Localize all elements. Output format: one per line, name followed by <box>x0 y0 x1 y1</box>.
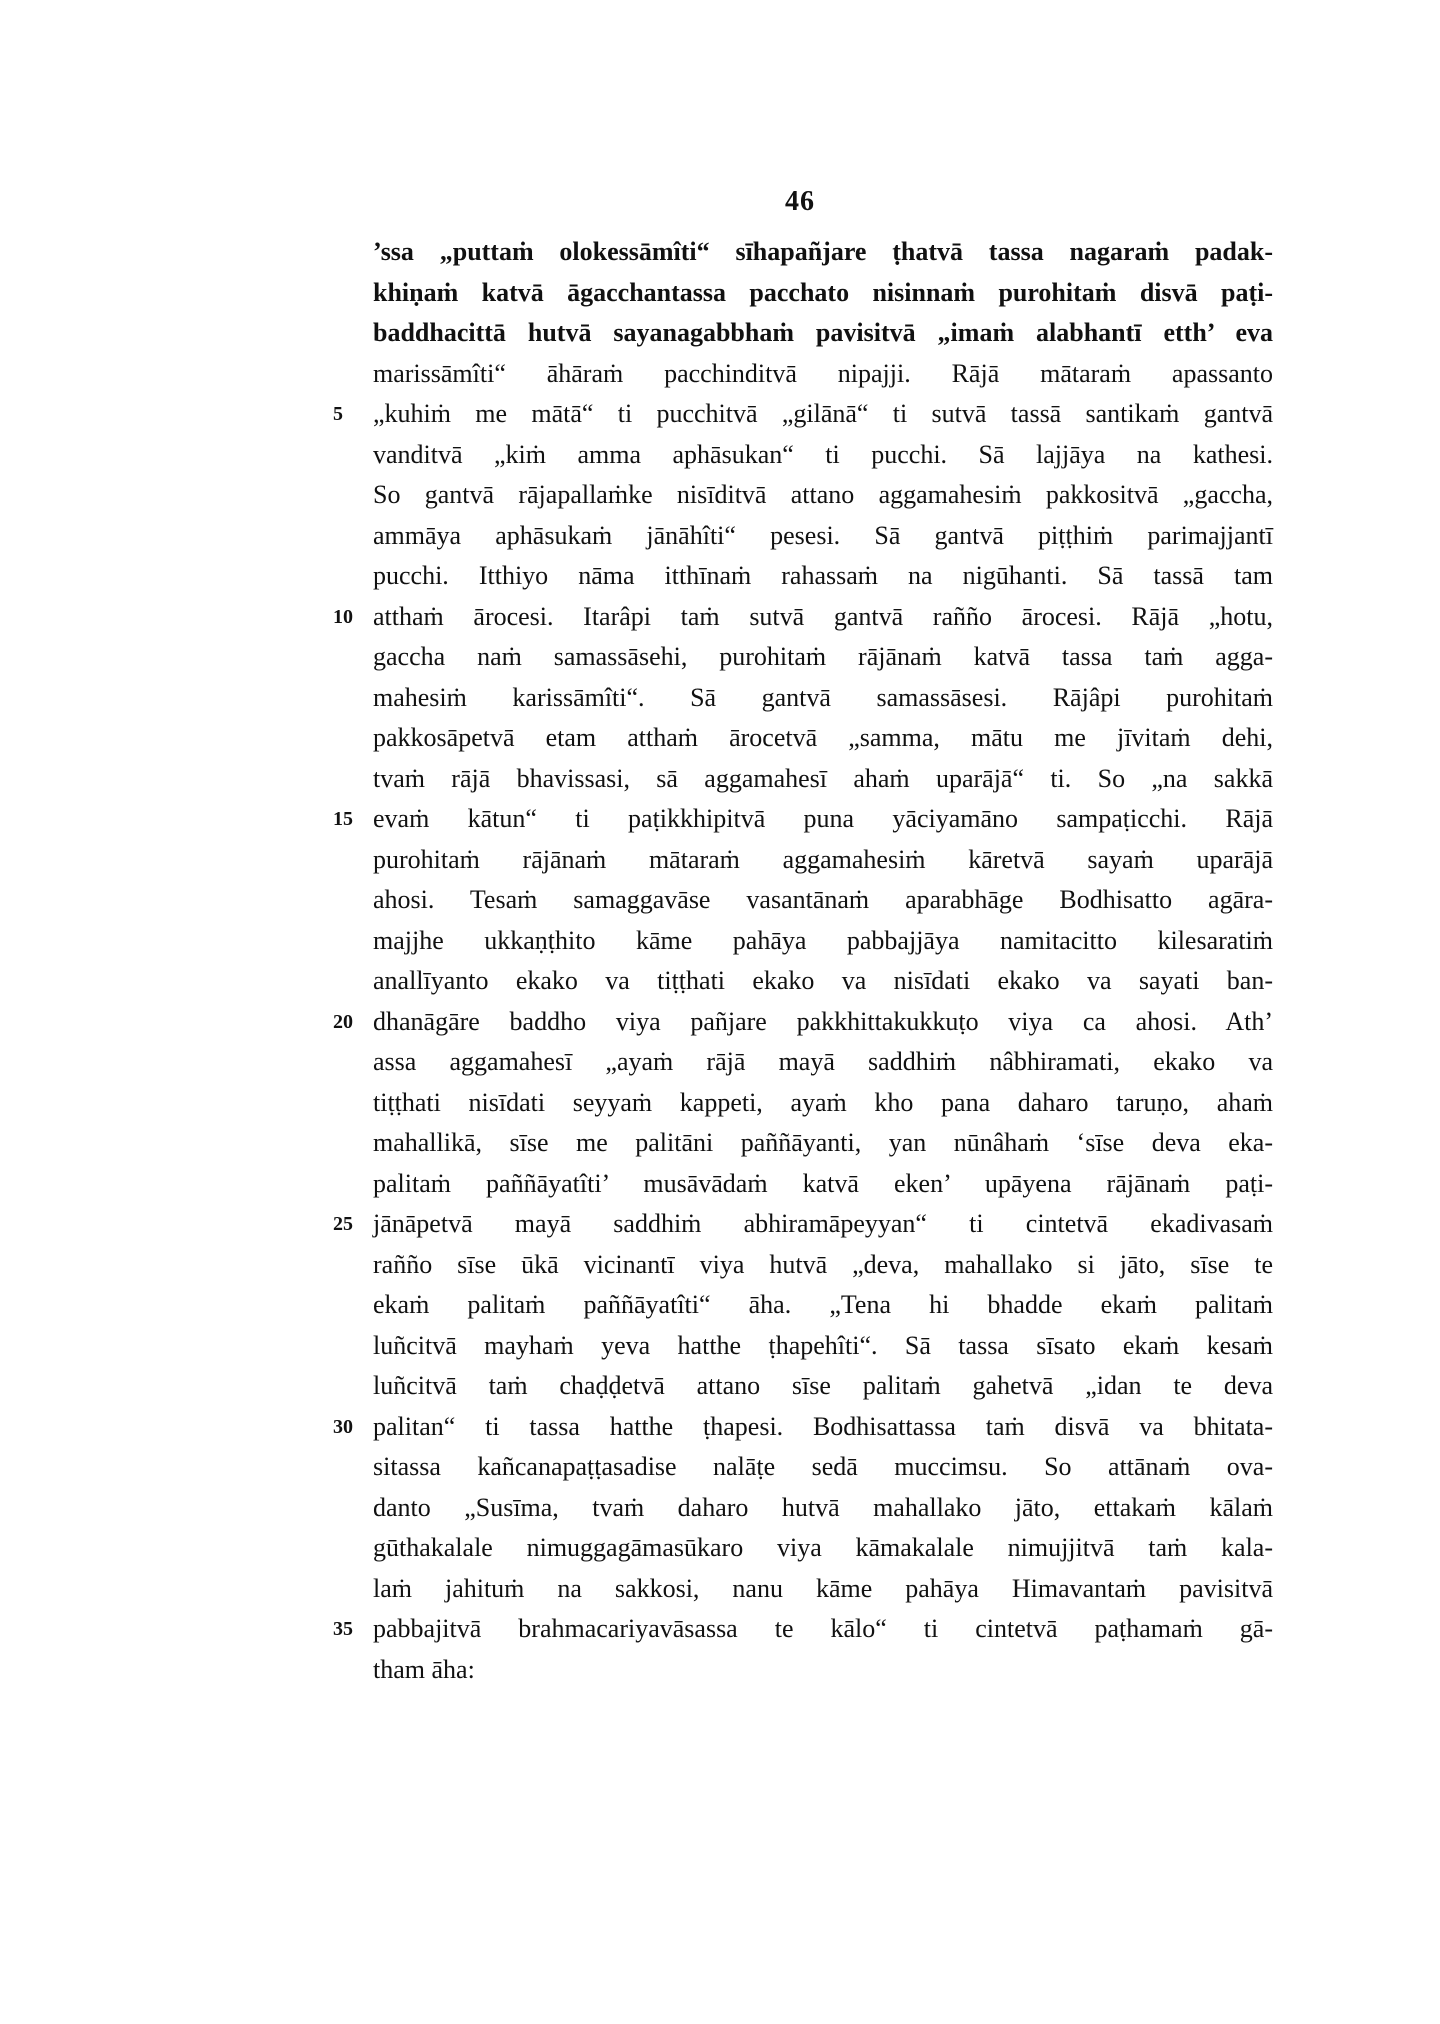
text-line <box>373 475 1273 516</box>
text-line <box>373 1650 1273 1691</box>
line-text: laṁ jahituṁ na sakkosi, nanu kāme pahāya Himavantaṁ pavisitvā <box>373 1573 1273 1603</box>
line-text: anallīyanto ekako va tiṭṭhati ekako va nisīdati ekako va sayati ban- <box>373 966 1273 995</box>
text-line <box>373 759 1273 800</box>
text-line <box>373 313 1273 354</box>
line-text: „kuhiṁ me mātā“ ti pucchitvā „gilānā“ ti sutvā tassā santikaṁ gantvā <box>373 399 1273 428</box>
line-text: tvaṁ rājā bhavissasi, sā aggamahesī ahaṁ uparājā“ ti. So „na sakkā <box>373 763 1273 793</box>
text-line <box>333 1609 1273 1650</box>
line-text: baddhacittā hutvā sayanagabbhaṁ pavisitvā „imaṁ alabhantī etth’ eva <box>373 318 1273 347</box>
text-line <box>373 1083 1273 1124</box>
line-text: luñcitvā taṁ chaḍḍetvā attano sīse palitaṁ gahetvā „idan te deva <box>373 1371 1273 1400</box>
line-text: pucchi. Itthiyo nāma itthīnaṁ rahassaṁ na nigūhanti. Sā tassā tam <box>373 561 1273 590</box>
line-text: danto „Susīma, tvaṁ daharo hutvā mahallako jāto, ettakaṁ kālaṁ <box>373 1492 1273 1522</box>
line-number: 15 <box>333 808 353 830</box>
text-line <box>373 1528 1273 1569</box>
line-text: tham āha: <box>373 1654 475 1684</box>
text-line <box>373 1245 1273 1286</box>
text-line <box>373 1447 1273 1488</box>
line-number: 25 <box>333 1213 353 1235</box>
text-line <box>373 1164 1273 1205</box>
line-number: 30 <box>333 1415 353 1438</box>
text-line <box>333 799 1273 840</box>
text-line <box>373 840 1273 881</box>
line-text: mahesiṁ karissāmîti“. Sā gantvā samassāsesi. Rājâpi purohitaṁ <box>373 682 1273 712</box>
text-line <box>333 1204 1273 1245</box>
text-line <box>373 1569 1273 1610</box>
line-text: tiṭṭhati nisīdati seyyaṁ kappeti, ayaṁ kho pana daharo taruṇo, ahaṁ <box>373 1087 1273 1117</box>
line-text: luñcitvā mayhaṁ yeva hatthe ṭhapehîti“. Sā tassa sīsato ekaṁ kesaṁ <box>373 1330 1273 1360</box>
line-text: ekaṁ palitaṁ paññāyatîti“ āha. „Tena hi bhadde ekaṁ palitaṁ <box>373 1290 1273 1319</box>
text-line <box>333 394 1273 435</box>
text-line <box>373 678 1273 719</box>
line-text: gūthakalale nimuggagāmasūkaro viya kāmakalale nimujjitvā taṁ kala- <box>373 1533 1273 1562</box>
line-text: majjhe ukkaṇṭhito kāme pahāya pabbajjāya namitacitto kilesaratiṁ <box>373 925 1273 955</box>
line-text: jānāpetvā mayā saddhiṁ abhiramāpeyyan“ ti cintetvā ekadivasaṁ <box>373 1209 1273 1238</box>
line-number: 5 <box>333 403 343 425</box>
text-line <box>333 1002 1273 1043</box>
line-number: 20 <box>333 1010 353 1033</box>
line-text: ammāya aphāsukaṁ jānāhîti“ pesesi. Sā gantvā piṭṭhiṁ parimajjantī <box>373 520 1273 550</box>
line-text: rañño sīse ūkā vicinantī viya hutvā „deva, mahallako si jāto, sīse te <box>373 1249 1273 1279</box>
line-text: khiṇaṁ katvā āgacchantassa pacchato nisinnaṁ purohitaṁ disvā paṭi- <box>373 277 1273 307</box>
line-text: palitan“ ti tassa hatthe ṭhapesi. Bodhisattassa taṁ disvā va bhitata- <box>373 1411 1273 1441</box>
text-line <box>373 273 1273 314</box>
line-text: vanditvā „kiṁ amma aphāsukan“ ti pucchi. Sā lajjāya na kathesi. <box>373 439 1273 469</box>
text-line <box>373 1042 1273 1083</box>
line-text: So gantvā rājapallaṁke nisīditvā attano aggamahesiṁ pakkositvā „gaccha, <box>373 480 1273 509</box>
text-line <box>333 597 1273 638</box>
text-line <box>373 1123 1273 1164</box>
line-text: dhanāgāre baddho viya pañjare pakkhittakukkuṭo viya ca ahosi. Ath’ <box>373 1006 1273 1036</box>
line-text: ahosi. Tesaṁ samaggavāse vasantānaṁ aparabhāge Bodhisatto agāra- <box>373 885 1273 914</box>
line-text: purohitaṁ rājānaṁ mātaraṁ aggamahesiṁ kāretvā sayaṁ uparājā <box>373 844 1273 874</box>
line-text: pabbajitvā brahmacariyavāsassa te kālo“ ti cintetvā paṭhamaṁ gā- <box>373 1614 1273 1643</box>
line-text: palitaṁ paññāyatîti’ musāvādaṁ katvā eken’ upāyena rājānaṁ paṭi- <box>373 1168 1273 1198</box>
text-line <box>373 516 1273 557</box>
body-text <box>333 232 1273 1690</box>
line-number: 10 <box>333 605 353 628</box>
line-text: sitassa kañcanapaṭṭasadise nalāṭe sedā muccimsu. So attānaṁ ova- <box>373 1452 1273 1481</box>
text-line <box>373 1326 1273 1367</box>
line-text: mahallikā, sīse me palitāni paññāyanti, yan nūnâhaṁ ‘sīse deva eka- <box>373 1128 1273 1157</box>
text-line <box>373 354 1273 395</box>
line-text: gaccha naṁ samassāsehi, purohitaṁ rājānaṁ katvā tassa taṁ agga- <box>373 642 1273 671</box>
text-line <box>373 880 1273 921</box>
line-text: evaṁ kātun“ ti paṭikkhipitvā puna yāciyamāno sampaṭicchi. Rājā <box>373 804 1273 833</box>
text-line <box>333 1407 1273 1448</box>
line-text: marissāmîti“ āhāraṁ pacchinditvā nipajji. Rājā mātaraṁ apassanto <box>373 358 1273 388</box>
text-line <box>373 718 1273 759</box>
line-text: assa aggamahesī „ayaṁ rājā mayā saddhiṁ nâbhiramati, ekako va <box>373 1047 1273 1076</box>
line-text: pakkosāpetvā etam atthaṁ ārocetvā „samma, mātu me jīvitaṁ dehi, <box>373 723 1273 752</box>
line-text: ’ssa „puttaṁ olokessāmîti“ sīhapañjare ṭhatvā tassa nagaraṁ padak- <box>373 237 1273 266</box>
text-line <box>373 637 1273 678</box>
page-number: 46 <box>785 186 815 217</box>
line-text: atthaṁ ārocesi. Itarâpi taṁ sutvā gantvā rañño ārocesi. Rājā „hotu, <box>373 601 1273 631</box>
text-line <box>373 435 1273 476</box>
text-line <box>373 961 1273 1002</box>
text-line <box>373 232 1273 273</box>
text-line <box>373 1366 1273 1407</box>
text-line <box>373 1285 1273 1326</box>
text-line <box>373 921 1273 962</box>
text-line <box>373 556 1273 597</box>
text-line <box>373 1488 1273 1529</box>
line-number: 35 <box>333 1618 353 1640</box>
